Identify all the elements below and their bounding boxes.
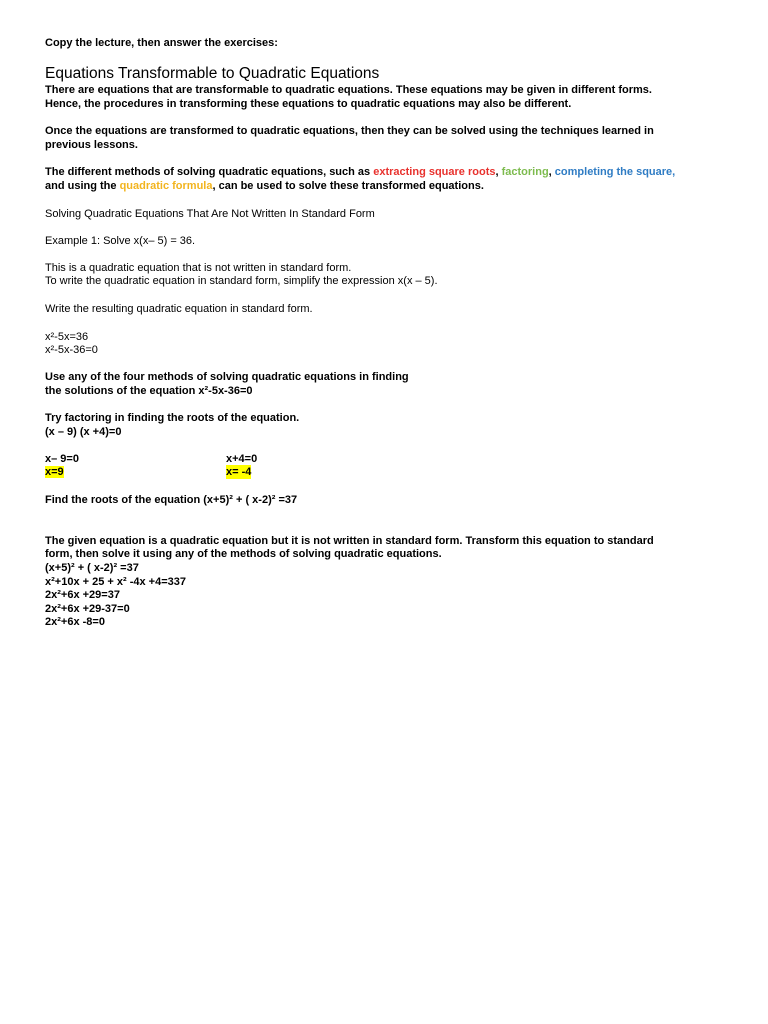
example1-desc-1: This is a quadratic equation that is not written in standard form. <box>45 262 352 274</box>
method-completing-the-square: completing the square, <box>554 166 676 178</box>
example1-use-1: Use any of the four methods of solving quadratic equations in finding <box>45 371 409 383</box>
example1-label: Example 1: Solve x(x– 5) = 36. <box>45 235 196 247</box>
example2-step-2: x²+10x + 25 + x² -4x +4=337 <box>45 576 186 588</box>
example1-desc-2: To write the quadratic equation in standard form, simplify the expression x(x – 5). <box>45 275 438 287</box>
root-left-highlight: x=9 <box>45 466 64 478</box>
solution-row-equations <box>45 452 445 466</box>
root-right-highlight: x= -4 <box>226 466 252 478</box>
example1-use-2: the solutions of the equation x²-5x-36=0 <box>45 385 253 397</box>
example1-eq-2: x²-5x-36=0 <box>45 344 98 356</box>
methods-sep-2: , <box>548 166 555 178</box>
intro-line-2: Hence, the procedures in transforming these equations to quadratic equations may also be different. <box>45 98 572 110</box>
methods-line2-prefix: and using the <box>45 180 120 192</box>
example2-step-4: 2x²+6x +29-37=0 <box>45 603 130 615</box>
right-factor-equation: x+4=0 <box>226 453 258 465</box>
intro-line-1: There are equations that are transformable to quadratic equations. These equations may be given in different forms. <box>45 84 652 96</box>
once-line-1: Once the equations are transformed to quadratic equations, then they can be solved using the techniques learned in <box>45 125 654 137</box>
example1-factored: (x – 9) (x +4)=0 <box>45 426 122 438</box>
method-factoring: factoring <box>501 166 549 178</box>
example1-try: Try factoring in finding the roots of the equation. <box>45 412 300 424</box>
example2-step-1: (x+5)² + ( x-2)² =37 <box>45 562 139 574</box>
example2-given-1: The given equation is a quadratic equation but it is not written in standard form. Transform this equation to standard <box>45 535 654 547</box>
methods-line-1 <box>45 165 675 179</box>
methods-prefix: The different methods of solving quadratic equations, such as <box>45 166 374 178</box>
methods-sep-1: , <box>495 166 502 178</box>
instruction: Copy the lecture, then answer the exercises: <box>45 37 278 49</box>
solution-row-roots <box>45 465 445 479</box>
methods-line-2 <box>45 179 484 193</box>
example2-given-2: form, then solve it using any of the methods of solving quadratic equations. <box>45 548 442 560</box>
example2-step-5: 2x²+6x -8=0 <box>45 616 105 628</box>
method-quadratic-formula: quadratic formula <box>119 180 213 192</box>
example1-write: Write the resulting quadratic equation in standard form. <box>45 303 313 315</box>
method-extracting-square-roots: extracting square roots <box>373 166 496 178</box>
example2-step-3: 2x²+6x +29=37 <box>45 589 120 601</box>
section-subheading: Solving Quadratic Equations That Are Not Written In Standard Form <box>45 208 375 220</box>
left-factor-equation: x– 9=0 <box>45 453 79 465</box>
example2-find: Find the roots of the equation (x+5)² + ( x-2)² =37 <box>45 494 298 506</box>
example1-eq-1: x²-5x=36 <box>45 331 89 343</box>
page-title: Equations Transformable to Quadratic Equations <box>45 65 380 82</box>
methods-line2-suffix: , can be used to solve these transformed equations. <box>212 180 484 192</box>
once-line-2: previous lessons. <box>45 139 138 151</box>
